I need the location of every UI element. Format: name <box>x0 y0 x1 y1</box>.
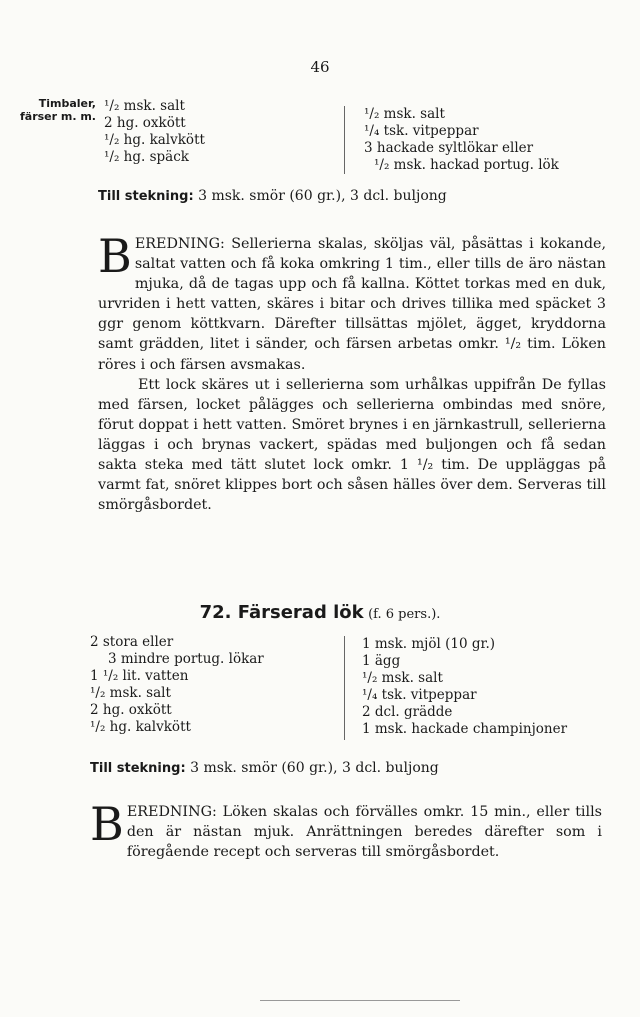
bottom-scan-line <box>260 1000 460 1001</box>
ingredients-left <box>90 634 264 736</box>
ingredient: 3 mindre portug. lökar <box>108 651 264 667</box>
recipe-heading <box>0 602 640 623</box>
ingredient: 1 ägg <box>362 653 401 669</box>
method-paragraph: Ett lock skäres ut i sellerierna som urhålkas uppifrån De fyllas med färsen, locket pålägges och sellerierna ombindas med snöre, förut doppat i hett vatten. Smöret brynes i en järnkastrull, sellerierna läggas i och brynas vackert, spädas med buljongen och få sedan sakta steka med tätt slutet lock omkr. 1 ¹/₂ tim. De uppläggas på varmt fat, snöret klippes bort och såsen hälles över dem. Serveras till smörgåsbordet. <box>98 376 606 514</box>
ingredient: ¹/₂ msk. salt <box>362 670 443 686</box>
ingredient: ¹/₄ tsk. vitpeppar <box>362 687 477 703</box>
ingredient: 2 dcl. grädde <box>362 704 453 720</box>
ingredients-right <box>362 636 567 738</box>
ingredient: 3 hackade syltlökar eller <box>364 140 534 156</box>
till-stekning <box>98 188 447 204</box>
ingredient: ¹/₂ msk. hackad portug. lök <box>374 157 559 173</box>
ingredient: ¹/₂ hg. späck <box>104 149 189 165</box>
ingredients-right <box>364 106 559 174</box>
ingredient: ¹/₂ hg. kalvkött <box>104 132 205 148</box>
ingredient: 2 hg. oxkött <box>90 702 172 718</box>
ingredient: 2 hg. oxkött <box>104 115 186 131</box>
column-divider <box>344 636 345 740</box>
recipe-servings: (f. 6 pers.). <box>368 607 441 622</box>
method-paragraph: BEREDNING: Sellerierna skalas, sköljas väl, påsättas i kokande, saltat vatten och få koka omkring 1 tim., eller tills de äro nästan mjuka, då de tagas upp och få kallna. Köttet torkas med en duk, urvriden i hett vatten, skäres i bitar och drives tillika med späcket 3 ggr genom köttkvarn. Därefter tillsättas mjölet, ägget, kryddorna samt grädden, litet i sänder, och färsen arbetas omkr. ¹/₂ tim. Löken röres i och färsen avsmakas. <box>98 229 606 373</box>
ingredient: 1 ¹/₂ lit. vatten <box>90 668 189 684</box>
ingredient: 1 msk. mjöl (10 gr.) <box>362 636 496 652</box>
ingredient: ¹/₄ tsk. vitpeppar <box>364 123 479 139</box>
ingredient: ¹/₂ hg. kalvkött <box>90 719 191 735</box>
till-label: Till stekning: <box>98 189 194 204</box>
method-paragraph: BEREDNING: Löken skalas och förvälles omkr. 15 min., eller tills den är nästan mjuk. Anrättningen beredes därefter som i föregående recept och serveras till smörgåsbordet. <box>90 797 602 861</box>
ingredient: ¹/₂ msk. salt <box>90 685 171 701</box>
ingredient: 2 stora eller <box>90 634 174 650</box>
column-divider <box>344 106 345 174</box>
drop-cap: B <box>98 229 132 283</box>
recipe-title: 72. Färserad lök <box>199 602 364 623</box>
page-number: 46 <box>310 58 330 76</box>
ingredient: ¹/₂ msk. salt <box>104 98 185 114</box>
ingredient: 1 msk. hackade champinjoner <box>362 721 568 737</box>
ingredient: ¹/₂ msk. salt <box>364 106 445 122</box>
method-text <box>90 797 602 862</box>
till-stekning <box>90 760 439 776</box>
margin-note <box>4 97 96 123</box>
till-label: Till stekning: <box>90 761 186 776</box>
till-text: 3 msk. smör (60 gr.), 3 dcl. buljong <box>198 188 447 204</box>
ingredients-left <box>104 98 205 166</box>
margin-note-line: Timbaler, <box>38 97 96 110</box>
margin-note-line: färser m. m. <box>19 110 96 123</box>
method-text <box>98 229 606 515</box>
till-text: 3 msk. smör (60 gr.), 3 dcl. buljong <box>190 760 439 776</box>
drop-cap: B <box>90 797 124 851</box>
